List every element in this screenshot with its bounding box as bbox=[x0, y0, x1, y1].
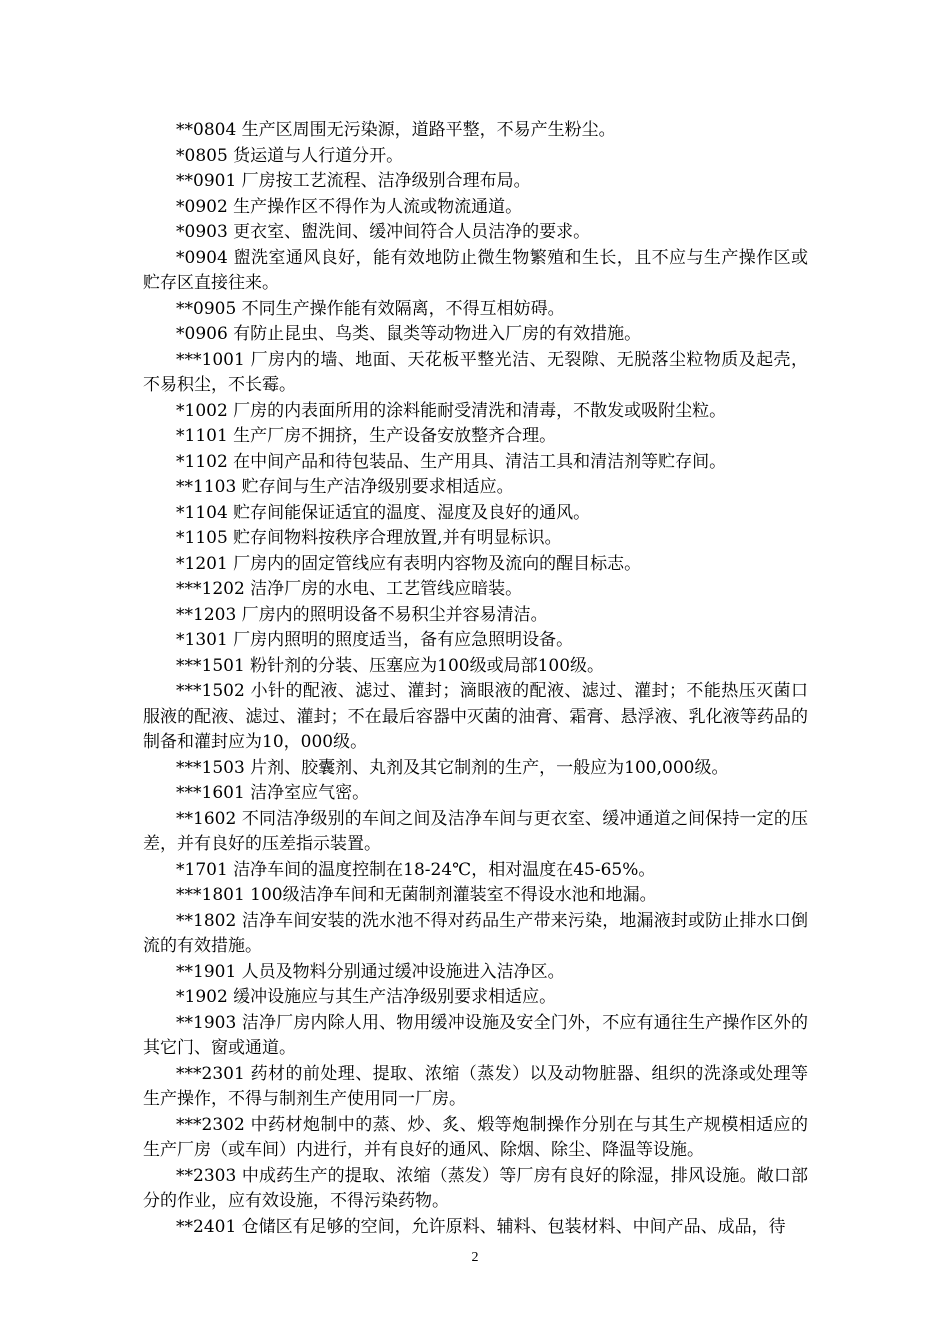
paragraph: **1103 贮存间与生产洁净级别要求相适应。 bbox=[176, 477, 514, 497]
paragraph: ***1502 小针的配液、滤过、灌封；滴眼液的配液、滤过、灌封；不能热压灭菌口服液的配液、滤过、灌封；不在最后容器中灭菌的油膏、霜膏、悬浮液、乳化液等药品的制备和灌封应为10，000级。 bbox=[143, 681, 808, 752]
paragraph: *1105 贮存间物料按秩序合理放置,并有明显标识。 bbox=[176, 528, 562, 548]
paragraph: **0804 生产区周围无污染源，道路平整，不易产生粉尘。 bbox=[176, 120, 616, 140]
paragraph: **2401 仓储区有足够的空间，允许原料、辅料、包装材料、中间产品、成品，待 bbox=[176, 1216, 786, 1237]
paragraph: **0901 厂房按工艺流程、洁净级别合理布局。 bbox=[176, 171, 531, 191]
paragraph: *1301 厂房内照明的照度适当，备有应急照明设备。 bbox=[176, 630, 574, 650]
document-body bbox=[143, 118, 808, 1240]
paragraph: ***1001 厂房内的墙、地面、天花板平整光洁、无裂隙、无脱落尘粒物质及起壳，不易积尘，不长霉。 bbox=[143, 349, 808, 395]
paragraph: *1101 生产厂房不拥挤，生产设备安放整齐合理。 bbox=[176, 426, 557, 446]
paragraph: *0904 盥洗室通风良好，能有效地防止微生物繁殖和生长，且不应与生产操作区或贮存区直接往来。 bbox=[143, 247, 808, 293]
paragraph: ***2302 中药材炮制中的蒸、炒、炙、煅等炮制操作分别在与其生产规模相适应的生产厂房（或车间）内进行，并有良好的通风、除烟、除尘、降温等设施。 bbox=[143, 1114, 808, 1160]
paragraph: ***2301 药材的前处理、提取、浓缩（蒸发）以及动物脏器、组织的洗涤或处理等生产操作，不得与制剂生产使用同一厂房。 bbox=[143, 1063, 808, 1109]
paragraph: ***1503 片剂、胶囊剂、丸剂及其它制剂的生产，一般应为100,000级。 bbox=[176, 757, 729, 778]
paragraph: **1901 人员及物料分别通过缓冲设施进入洁净区。 bbox=[176, 961, 565, 982]
paragraph: *1902 缓冲设施应与其生产洁净级别要求相适应。 bbox=[176, 987, 557, 1007]
paragraph: *0906 有防止昆虫、鸟类、鼠类等动物进入厂房的有效措施。 bbox=[176, 324, 642, 344]
paragraph: **0905 不同生产操作能有效隔离，不得互相妨碍。 bbox=[176, 298, 565, 319]
paragraph: *1102 在中间产品和待包装品、生产用具、清洁工具和清洁剂等贮存间。 bbox=[176, 451, 727, 472]
page-number: 2 bbox=[471, 1250, 479, 1265]
paragraph: *1201 厂房内的固定管线应有表明内容物及流向的醒目标志。 bbox=[176, 553, 642, 574]
paragraph: **1802 洁净车间安装的洗水池不得对药品生产带来污染，地漏液封或防止排水口倒流的有效措施。 bbox=[143, 910, 808, 956]
paragraph: ***1202 洁净厂房的水电、工艺管线应暗装。 bbox=[176, 579, 523, 599]
paragraph: *0903 更衣室、盥洗间、缓冲间符合人员洁净的要求。 bbox=[176, 222, 591, 242]
paragraph: **1903 洁净厂房内除人用、物用缓冲设施及安全门外，不应有通往生产操作区外的其它门、窗或通道。 bbox=[143, 1012, 808, 1058]
paragraph: *1701 洁净车间的温度控制在18-24℃，相对温度在45-65%。 bbox=[176, 859, 656, 880]
paragraph: *0805 货运道与人行道分开。 bbox=[176, 145, 404, 166]
paragraph: *1002 厂房的内表面所用的涂料能耐受清洗和清毒，不散发或吸附尘粒。 bbox=[176, 400, 727, 421]
paragraph: *0902 生产操作区不得作为人流或物流通道。 bbox=[176, 196, 523, 217]
paragraph: **1602 不同洁净级别的车间之间及洁净车间与更衣室、缓冲通道之间保持一定的压差，并有良好的压差指示装置。 bbox=[143, 808, 808, 854]
paragraph: *1104 贮存间能保证适宜的温度、湿度及良好的通风。 bbox=[176, 502, 591, 523]
paragraph: ***1501 粉针剂的分装、压塞应为100级或局部100级。 bbox=[176, 655, 605, 676]
paragraph: ***1601 洁净室应气密。 bbox=[176, 783, 370, 803]
paragraph: **1203 厂房内的照明设备不易积尘并容易清洁。 bbox=[176, 604, 548, 625]
paragraph: **2303 中成药生产的提取、浓缩（蒸发）等厂房有良好的除湿，排风设施。敞口部分的作业，应有效设施，不得污染药物。 bbox=[143, 1165, 808, 1211]
paragraph: ***1801 100级洁净车间和无菌制剂灌装室不得设水池和地漏。 bbox=[176, 885, 657, 905]
